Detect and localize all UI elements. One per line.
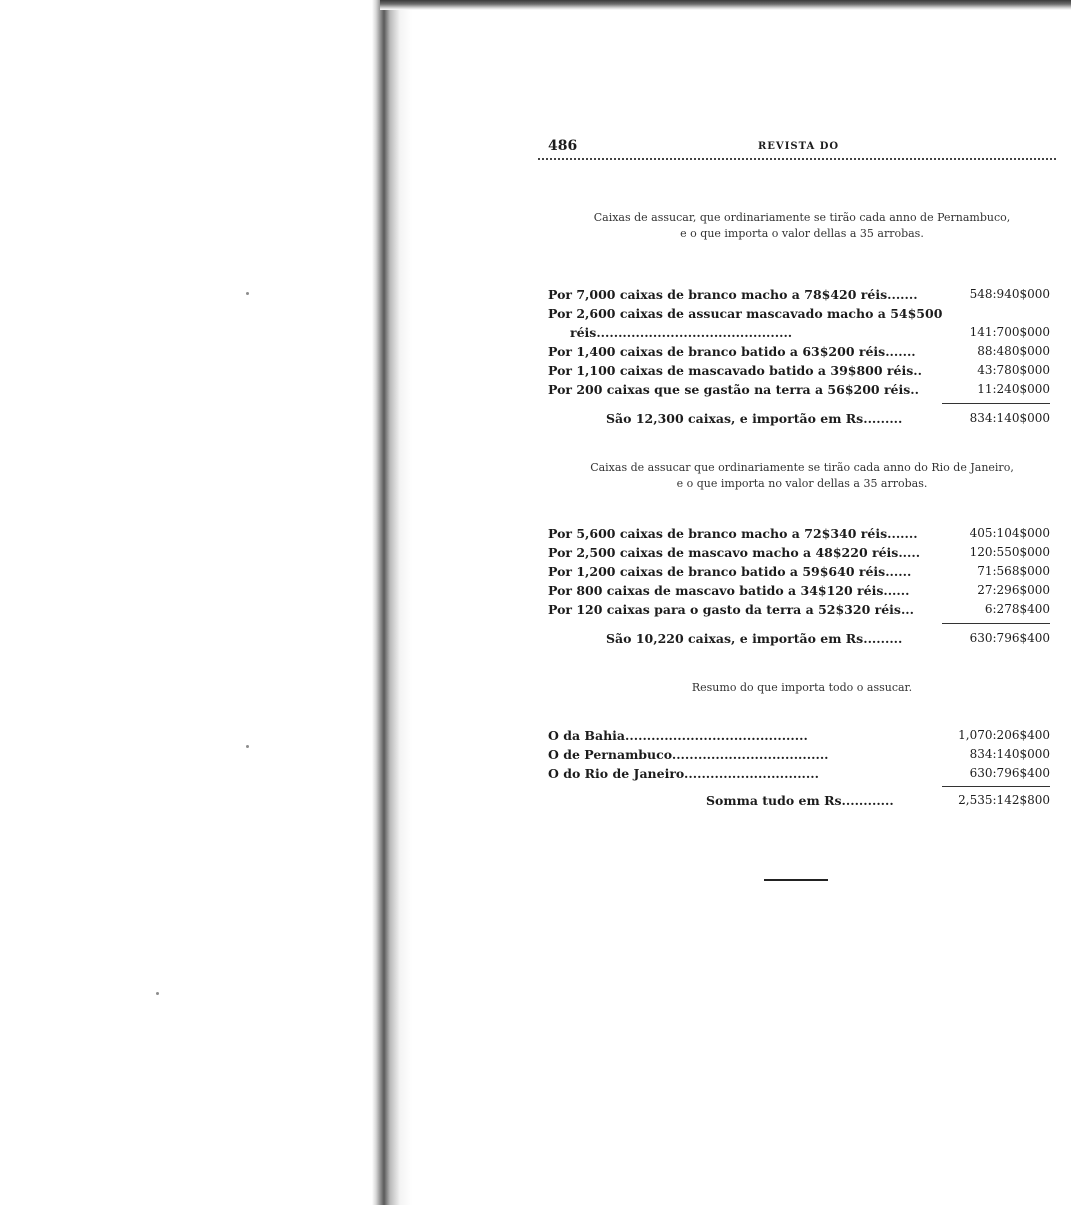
table-row (548, 285, 1050, 304)
row-description: réis............................................. (570, 325, 793, 340)
caption-line: e o que importa no valor dellas a 35 arrobas. (676, 477, 928, 490)
row-value: 630:796$400 (969, 766, 1050, 780)
row-value: 548:940$000 (969, 287, 1050, 301)
total-description: São 12,300 caixas, e importão em Rs......... (606, 411, 903, 426)
row-value: 43:780$000 (977, 363, 1050, 377)
table-row (548, 543, 1050, 562)
scan-speck (246, 745, 249, 748)
row-description: Por 7,000 caixas de branco macho a 78$420 réis....... (548, 287, 918, 302)
end-rule (764, 879, 828, 881)
page-header (548, 138, 1056, 156)
table-row (548, 524, 1050, 543)
table-row (548, 562, 1050, 581)
row-description: Por 1,200 caixas de branco batido a 59$640 réis...... (548, 564, 912, 579)
table-row (548, 764, 1050, 783)
row-description: Por 5,600 caixas de branco macho a 72$340 réis....... (548, 526, 918, 541)
row-description: Por 120 caixas para o gasto da terra a 52$320 réis... (548, 602, 914, 617)
running-title: REVISTA DO (758, 141, 840, 152)
row-value: 1,070:206$400 (958, 728, 1050, 742)
page-number: 486 (548, 138, 578, 154)
section-caption-rio-de-janeiro (548, 460, 1056, 492)
row-value: 6:278$400 (984, 602, 1050, 616)
row-description: Por 2,600 caixas de assucar mascavado macho a 54$500 (548, 306, 943, 321)
row-description: Por 800 caixas de mascavo batido a 34$120 réis...... (548, 583, 910, 598)
caption-line: Caixas de assucar que ordinariamente se tirão cada anno do Rio de Janeiro, (590, 461, 1014, 474)
row-value: 405:104$000 (969, 526, 1050, 540)
total-row (548, 409, 1050, 428)
total-description: São 10,220 caixas, e importão em Rs......... (606, 631, 903, 646)
caption-line: e o que importa o valor dellas a 35 arrobas. (680, 227, 924, 240)
row-value: 11:240$000 (977, 382, 1050, 396)
table-rio-de-janeiro (548, 524, 1050, 648)
table-row (548, 745, 1050, 764)
row-value: 71:568$000 (977, 564, 1050, 578)
row-description: O de Pernambuco.................................... (548, 747, 829, 762)
row-description: Por 200 caixas que se gastão na terra a 56$200 réis.. (548, 382, 920, 397)
table-row (548, 726, 1050, 745)
table-pernambuco (548, 285, 1050, 428)
scan-speck (156, 992, 159, 995)
table-row (548, 581, 1050, 600)
total-description: Somma tudo em Rs............ (706, 793, 894, 808)
total-row (548, 629, 1050, 648)
table-row (548, 361, 1050, 380)
row-value: 27:296$000 (977, 583, 1050, 597)
table-row (548, 380, 1050, 399)
section-caption-resumo (548, 680, 1056, 696)
row-value: 120:550$000 (969, 545, 1050, 559)
row-description: O do Rio de Janeiro............................... (548, 766, 819, 781)
page-top-edge-shadow (380, 0, 1071, 10)
row-value: 88:480$000 (977, 344, 1050, 358)
sum-rule (942, 623, 1050, 624)
caption-line: Caixas de assucar, que ordinariamente se tirão cada anno de Pernambuco, (593, 211, 1011, 224)
row-value: 834:140$000 (969, 747, 1050, 761)
total-value: 2,535:142$800 (958, 793, 1050, 807)
row-value: 141:700$000 (969, 325, 1050, 339)
scan-speck (246, 292, 249, 295)
total-value: 630:796$400 (969, 631, 1050, 645)
table-row (548, 342, 1050, 361)
row-description: Por 2,500 caixas de mascavo macho a 48$220 réis..... (548, 545, 921, 560)
sum-rule (942, 786, 1050, 787)
sum-rule (942, 403, 1050, 404)
table-row (548, 323, 1050, 342)
table-row (548, 304, 1050, 323)
total-row (548, 791, 1050, 810)
table-resumo (548, 726, 1050, 810)
book-gutter-shadow (372, 0, 412, 1205)
section-caption-pernambuco (548, 210, 1056, 242)
row-description: Por 1,400 caixas de branco batido a 63$200 réis....... (548, 344, 916, 359)
table-row (548, 600, 1050, 619)
row-description: O da Bahia.......................................... (548, 728, 808, 743)
row-description: Por 1,100 caixas de mascavado batido a 39$800 réis.. (548, 363, 922, 378)
caption-line: Resumo do que importa todo o assucar. (691, 681, 913, 694)
header-rule (538, 158, 1056, 160)
total-value: 834:140$000 (969, 411, 1050, 425)
